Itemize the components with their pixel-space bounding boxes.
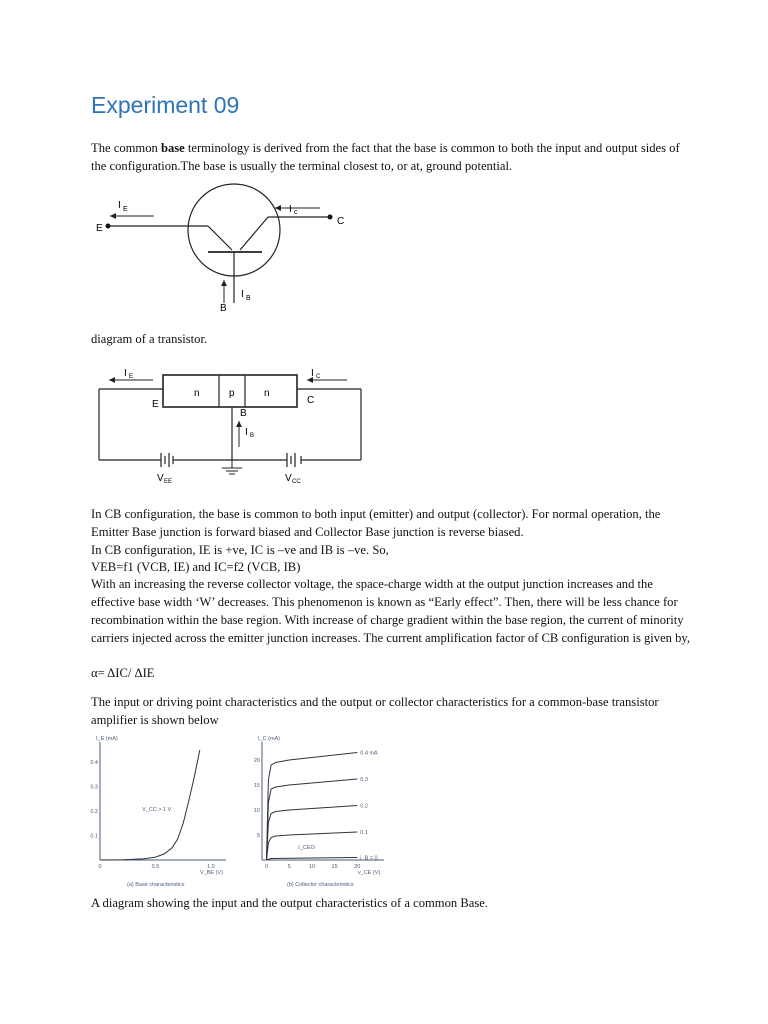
region-n2: n: [264, 388, 270, 399]
npn-cb-circuit-diagram: [95, 363, 375, 490]
chart2-series-label-1: 0.3: [360, 777, 368, 783]
circuit-ie-sub: E: [129, 374, 134, 380]
chart2-series-label-2: 0.2: [360, 803, 368, 810]
chart1-xtick-1: 0.5: [151, 864, 160, 870]
body-line-3: VEB=f1 (VCB, IE) and IC=f2 (VCB, IB): [91, 560, 301, 574]
chart2-xtick-4: 20: [354, 864, 361, 870]
symbol-terminal-b: B: [220, 303, 227, 314]
symbol-ie-label: I: [118, 200, 121, 211]
transistor-symbol-diagram: [90, 185, 370, 315]
chart1-annotation: V_CC > 1 V: [142, 807, 172, 814]
circuit-vcc-sub: CC: [292, 479, 301, 485]
symbol-ib-label: I: [241, 289, 244, 300]
chart2-ytick-0: 20: [253, 758, 260, 764]
symbol-ic-sub: c: [294, 209, 298, 216]
chart1-xtick-0: 0: [98, 864, 102, 870]
chart1-xlabel: V_BE (V): [200, 870, 223, 876]
intro-paragraph: [91, 139, 691, 175]
page-title: Experiment 09: [91, 92, 240, 118]
circuit-terminal-c: C: [307, 395, 315, 406]
circuit-vee-label: V: [157, 473, 164, 484]
chart2-xtick-0: 0: [265, 864, 269, 870]
symbol-terminal-e: E: [96, 223, 103, 234]
circuit-ib-sub: B: [250, 433, 255, 439]
chart2-ytick-2: 10: [253, 808, 260, 814]
chart1-ytick-3: 0.1: [90, 833, 98, 840]
chart2-xtick-2: 10: [308, 864, 315, 870]
chart2-xtick-3: 15: [331, 864, 338, 870]
symbol-ib-sub: B: [246, 295, 251, 302]
body-line-4: With an increasing the reverse collector voltage, the space-charge width at the output junction increases and the effective base width ‘W’ decreases. This phenomenon is known as “Early effect”. Then, there will be less chance for recombination within the base region. With increase of charge gradient within the base region, the current of minority carriers injected across the emitter junction increases. The current amplification factor of CB configuration is given by,: [91, 577, 691, 645]
region-n1: n: [194, 388, 200, 399]
circuit-ie-label: I: [124, 368, 127, 379]
chart2-ytick-3: 5: [256, 833, 260, 839]
circuit-vcc-label: V: [285, 473, 292, 484]
chart2-series-label-3: 0.1: [360, 830, 368, 836]
chart2-ytick-1: 15: [253, 783, 260, 789]
symbol-ie-sub: E: [123, 206, 128, 213]
chart2-xlabel: v_CE (V): [358, 870, 381, 876]
body-line-2: In CB configuration, IE is +ve, IC is –ve and IB is –ve. So,: [91, 543, 389, 557]
intro-bold: base: [160, 141, 185, 155]
characteristics-charts: [92, 736, 422, 894]
characteristics-intro: The input or driving point characteristics and the output or collector characteristics for a common-base transistor amplifier is shown below: [91, 695, 659, 727]
chart1-title: (a) Base characteristics: [127, 882, 185, 888]
caption-characteristics: A diagram showing the input and the output characteristics of a common Base.: [91, 896, 488, 910]
alpha-formula: α= ΔIC/ ΔIE: [91, 666, 155, 680]
chart1-xtick-2: 1.0: [207, 864, 215, 870]
chart2-annotation: I_CEO: [298, 845, 315, 851]
chart1-ytick-2: 0.2: [90, 809, 98, 816]
symbol-ic-label: I: [289, 204, 292, 215]
chart1-series-0: [100, 750, 200, 860]
intro-post: terminology is derived from the fact that the base is common to both the input and output sides of the configuration.The base is usually the terminal closest to, or at, ground potential.: [91, 141, 680, 173]
chart1-ytick-1: 0.3: [90, 784, 98, 791]
circuit-ic-sub: C: [316, 374, 321, 380]
circuit-ic-label: I: [311, 368, 314, 379]
chart2-series-label-4: i_B = 0: [360, 855, 378, 862]
chart2-title: (b) Collector characteristics: [287, 882, 354, 888]
chart2-series-label-0: 0.4 mA: [360, 750, 378, 757]
circuit-vee-sub: EE: [164, 479, 173, 485]
circuit-terminal-b: B: [240, 408, 247, 419]
region-p: p: [229, 388, 235, 399]
chart2-xtick-1: 5: [287, 864, 291, 870]
symbol-terminal-c: C: [337, 216, 345, 227]
chart1-ylabel: I_E (mA): [96, 736, 118, 742]
circuit-ib-label: I: [245, 427, 248, 438]
caption-transistor: diagram of a transistor.: [91, 332, 208, 346]
chart2-ylabel: I_C (mA): [258, 736, 280, 742]
circuit-terminal-e: E: [152, 399, 159, 410]
chart1-ytick-0: 0.4: [90, 760, 98, 767]
intro-pre: The common: [91, 141, 161, 155]
body-line-1: In CB configuration, the base is common to both input (emitter) and output (collector). For normal operation, the Emitter Base junction is forward biased and Collector Base junction is reverse biased.: [91, 507, 661, 539]
